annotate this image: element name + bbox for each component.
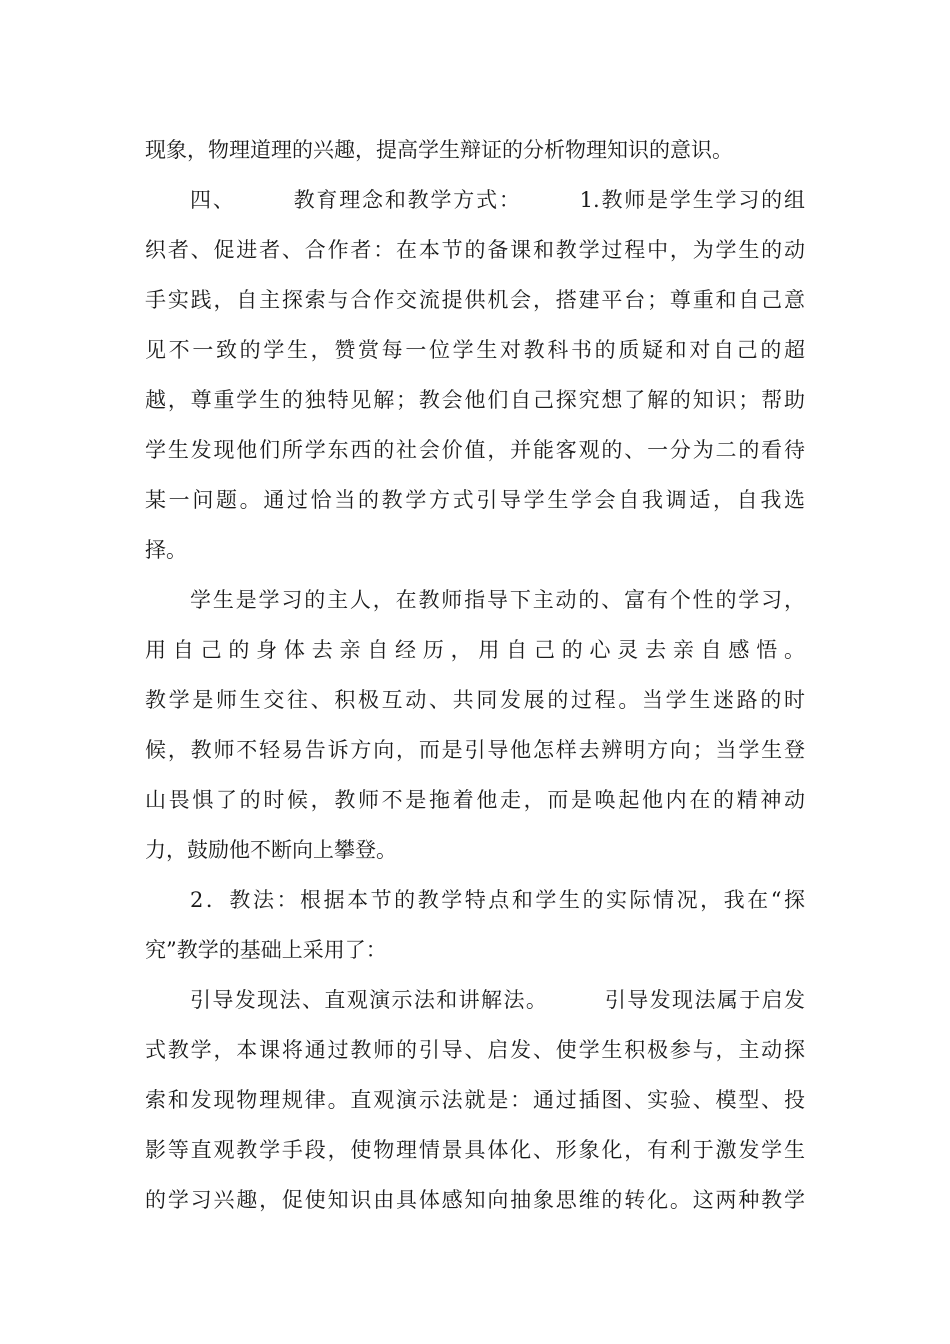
text-line: 的学习兴趣，促使知识由具体感知向抽象思维的转化。这两种教学 (145, 1188, 805, 1212)
text-line: 现象，物理道理的兴趣，提高学生辩证的分析物理知识的意识。 (145, 138, 733, 162)
text-line: 手实践，自主探索与合作交流提供机会，搭建平台；尊重和自己意 (145, 288, 805, 312)
text-line: 山畏惧了的时候，教师不是拖着他走，而是唤起他内在的精神动 (145, 788, 805, 812)
text-line: 某一问题。通过恰当的教学方式引导学生学会自我调适，自我选 (145, 488, 805, 512)
text-line: 织者、促进者、合作者：在本节的备课和教学过程中，为学生的动 (145, 238, 805, 262)
text-line: 候，教师不轻易告诉方向，而是引导他怎样去辨明方向；当学生登 (145, 738, 805, 762)
text-line: 学生是学习的主人，在教师指导下主动的、富有个性的学习， (190, 588, 805, 612)
text-line: 力，鼓励他不断向上攀登。 (145, 838, 397, 862)
text-line: 影等直观教学手段，使物理情景具体化、形象化，有利于激发学生 (145, 1138, 805, 1162)
text-line: 见不一致的学生，赞赏每一位学生对教科书的质疑和对自己的超 (145, 338, 805, 362)
text-line: 2．教法：根据本节的教学特点和学生的实际情况，我在“探 (190, 888, 805, 912)
text-line: 学生发现他们所学东西的社会价值，并能客观的、一分为二的看待 (145, 438, 805, 462)
text-line: 四、 教育理念和教学方式： 1.教师是学生学习的组 (190, 188, 805, 212)
text-line: 越，尊重学生的独特见解；教会他们自己探究想了解的知识；帮助 (145, 388, 805, 412)
text-line: 教学是师生交往、积极互动、共同发展的过程。当学生迷路的时 (145, 688, 805, 712)
text-line: 索和发现物理规律。直观演示法就是：通过插图、实验、模型、投 (145, 1088, 805, 1112)
text-line: 究”教学的基础上采用了： (145, 938, 387, 962)
text-line: 用自己的身体去亲自经历，用自己的心灵去亲自感悟。 (145, 638, 805, 662)
text-line: 择。 (145, 538, 187, 562)
text-line: 引导发现法、直观演示法和讲解法。 引导发现法属于启发 (190, 988, 805, 1012)
text-line: 式教学，本课将通过教师的引导、启发、使学生积极参与，主动探 (145, 1038, 805, 1062)
